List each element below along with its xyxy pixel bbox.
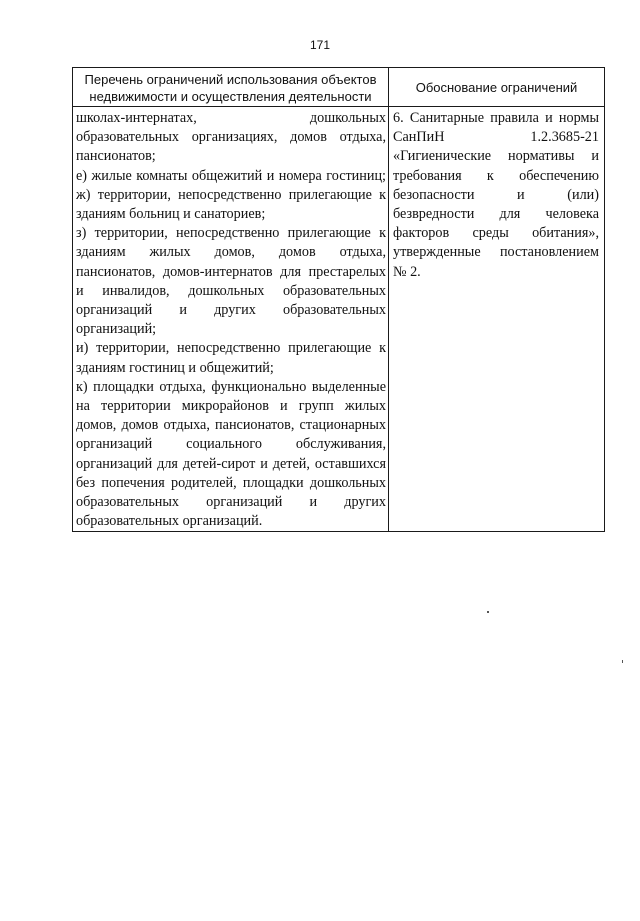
- text-line: зданиям гостиниц и общежитий;: [76, 359, 274, 376]
- text-line: к) площадки отдыха, функционально выделенные: [76, 378, 386, 395]
- text-line: з) территории, непосредственно прилегающие к: [76, 225, 386, 242]
- restrictions-cell: [73, 107, 389, 532]
- text-line: организаций и других образовательных: [76, 302, 386, 319]
- text-line: организаций для детей-сирот и детей, оставшихся: [76, 455, 386, 472]
- text-line: требования к обеспечению: [393, 167, 599, 184]
- text-line: утвержденные постановлением: [393, 244, 599, 261]
- text-line: школах-интернатах, дошкольных: [76, 110, 386, 126]
- text-line: зданиям больниц и санаториев;: [76, 206, 266, 223]
- header-left-line-2: недвижимости и осуществления деятельности: [89, 89, 372, 104]
- text-line: без попечения родителей, площадки дошкольных: [76, 474, 386, 491]
- text-line: на территории микрорайонов и групп жилых: [76, 398, 386, 415]
- text-line: 6. Санитарные правила и нормы: [393, 110, 599, 126]
- text-line: е) жилые комнаты общежитий и номера гостиниц;: [76, 167, 386, 184]
- table-header-row: [73, 68, 605, 107]
- restrictions-table: [72, 67, 605, 532]
- text-line: безвредности для человека: [393, 206, 599, 223]
- text-line: пансионатов, домов-интернатов для престарелых: [76, 263, 386, 280]
- text-line: безопасности и (или): [393, 186, 599, 203]
- text-line: организаций;: [76, 321, 157, 338]
- text-line: образовательных организациях, домов отдыха,: [76, 129, 386, 146]
- table-row: [73, 107, 605, 532]
- header-restrictions-list: [73, 68, 389, 107]
- text-line: № 2.: [393, 263, 421, 280]
- text-line: факторов среды обитания»,: [393, 225, 599, 242]
- text-line: зданиям жилых домов, домов отдыха,: [76, 244, 386, 261]
- text-line: ж) территории, непосредственно прилегающие к: [76, 186, 386, 203]
- text-line: «Гигиенические нормативы и: [393, 148, 599, 165]
- text-line: организаций социального обслуживания,: [76, 436, 386, 453]
- text-line: пансионатов;: [76, 148, 156, 165]
- text-line: образовательных организаций.: [76, 513, 263, 530]
- header-justification: Обоснование ограничений: [389, 68, 605, 107]
- text-line: и инвалидов, дошкольных образовательных: [76, 282, 386, 299]
- text-line: образовательных организаций и других: [76, 494, 386, 511]
- text-line: и) территории, непосредственно прилегающие к: [76, 340, 386, 357]
- page-number: 171: [309, 38, 331, 52]
- justification-cell: [389, 107, 605, 532]
- text-line: СанПиН 1.2.3685-21: [393, 129, 599, 146]
- text-line: домов, домов отдыха, пансионатов, стационарных: [76, 417, 386, 434]
- scan-speck: [487, 611, 489, 613]
- header-left-line-1: Перечень ограничений использования объектов: [84, 72, 377, 87]
- scan-speck: [622, 660, 623, 663]
